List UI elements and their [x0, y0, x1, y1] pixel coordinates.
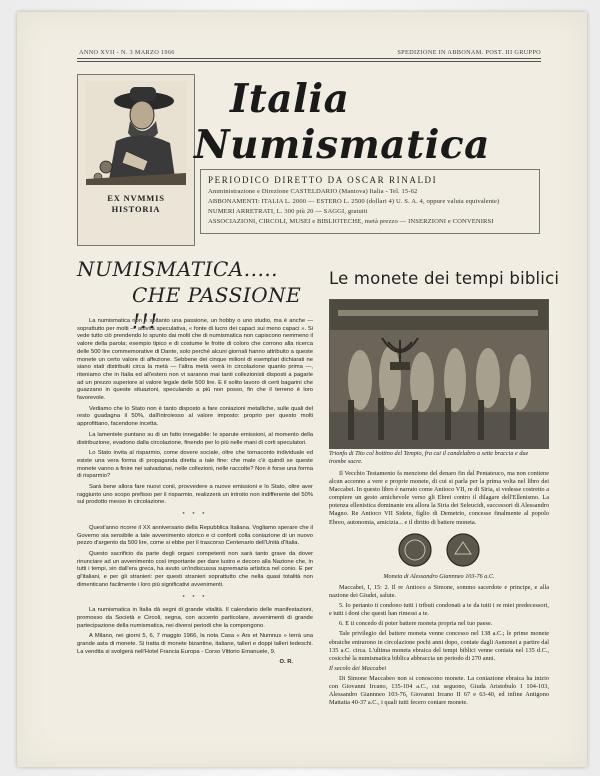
logo-illustration — [77, 74, 195, 246]
publisher-info-box — [200, 169, 540, 234]
top-rule — [77, 58, 541, 59]
left-headline-line-1: NUMISMATICA..... — [77, 257, 279, 281]
back-issues-line: NUMERI ARRETRATI, L. 300 più 20 — SAGGI, gratuiti — [208, 208, 368, 215]
right-article-body-top — [329, 470, 549, 529]
right-paragraph: Il Vecchio Testamento fa menzione del denaro fin dal Pentateuco, ma non contiene alcun accenno a vere e proprie monete, di cui si parla per la prima volta nel libro dei Maccabei. In questo libro è narrato come Antioco VII, re di Siria, si vedesse costretto a compiere un gesto amichevole verso gli Ebrei contro il dilagare dell'Ellenismo. La potenza ellenistica dominante era allora la Siria dei Seleucidi, successori di Alessandro Magno. Re Antioco VII Sidete, figlio di Demetrio, concesse finalmente al popolo Ebreo, autonomia, amicizia... e il diritto di battere moneta. — [329, 470, 549, 526]
coins-image — [389, 532, 489, 568]
left-paragraph: Vediamo che lo Stato non è tanto disposto a fare coniazioni metalliche, sulle quali del resto guadagna il 50%, dall'introiesso al valore imposto: proprio per questo molti approfittano, facendone incetta. — [77, 405, 313, 428]
right-article-body-bottom — [329, 584, 549, 709]
left-paragraph: La numismatica in Italia dà segni di grande vitalità. Il calendario delle manifestazioni, promosso da Società e Circoli, segna, con accento particolare, avvenimenti di grande partecipazione della numismatica, nei diversi periodi che la compongono. — [77, 607, 313, 629]
right-paragraph: Maccabei, I, 15: 2. Il re Antioco a Simone, sommo sacerdote e principe, e alla nazione dei Giudei, salute. — [329, 584, 549, 600]
left-headline-line-2: CHE PASSIONE !!! — [132, 283, 302, 333]
periodical-director: PERIODICO DIRETTO DA OSCAR RINALDI — [208, 175, 438, 185]
title-line-1: Italia — [230, 76, 350, 122]
triumph-of-titus-relief-photo — [329, 299, 549, 449]
right-headline: Le monete dei tempi biblici — [329, 269, 560, 288]
top-rule-thin — [77, 61, 541, 62]
magazine-page — [17, 12, 587, 767]
left-paragraph: A Milano, nei giorni 5, 6, 7 maggio 1966, la nota Casa « Ars et Numnus » terrà una grande asta di monete. Si tratta di monete bizantine, italiane, talleri e doppi talleri tedeschi. La vendita si svolgerà nell'Hotel Francia Europa - Corso Vittorio Emanuele, 9. — [77, 633, 313, 655]
section-separator: * * * — [182, 512, 208, 519]
left-paragraph: Sarà bene allora fare nuovi conii, provvedere a nuove emissioni e lo Stato, oltre aver raggiunto uno scopo prefisso per il risparmio, realizzerà un introito non indifferente del 50% sul prodotto messo in circolazione. — [77, 484, 313, 506]
right-paragraph: Di Simone Maccabeo non si conoscono monete. La coniazione ebraica ha inizio con Giovanni Ircano, 135-104 a.C., cui seguono, Giuda Aristobulo I 104-103, Alessandro Giannneo 103-76, Giovanni Ircano II 67 e 63-40, ed infine Antigono Mattatia 40-37 a.C., i quali tutti fecero coniare monete. — [329, 674, 549, 707]
administration-line: Amministrazione e Direzione CASTELDARIO (Mantova) Italia - Tel. 15-62 — [208, 188, 418, 195]
left-paragraph: Lo Stato invita al risparmio, come dovere sociale, oltre che tornaconto individuale ed esiste una vera forma di propaganda diretta a tale fine: che male c'è quindi se queste monete vanno a finire nei salvadanai, nelle collezioni, nelle raccolte? Non è forse una forma di risparmio? — [77, 450, 313, 480]
left-paragraph: La lamentele puntano su di un fatto innegabile: le sparute emissioni, al momento della distribuzione, evadono dalla circolazione, finendo per lo più nelle mani di corti speculatori. — [77, 431, 313, 446]
right-paragraph: Tale privilegio del battere moneta venne concesso nel 138 a.C.; le prime monete ebraiche entrarono in circolazione pochi anni dopo, coniate dagli Asmonei a partire dal 135 a.C. circa. L'ultima moneta ebraica del tempi biblici venne coniata nel 135 d.C., cosicché la numismatica biblica abbraccia un periodo di 270 anni. — [329, 630, 549, 662]
left-paragraph: Quest'anno ricorre il XX anniversario della Repubblica Italiana. Vogliamo sperare che il Governo sia sensibile a tale avvenimento storico e ci conforti colla coniazione di un nuovo pezzo d'argento da 500 lire, come si ebbe per il trascorso Centenario dell'Unità d'Italia. — [77, 524, 313, 547]
photo-caption: Trionfo di Tito col bottino del Tempio, fra cui il candelabro a sette braccia e due trombe sacre. — [329, 450, 529, 465]
left-paragraph: Questo sacrificio da parte degli organi competenti non sarà tanto grave da dover rinunciare ad un avvenimento così importante per dare lustro e decoro alla Nazione che, in tutti i tempi, sin dall'era greca, ha avuto un'indiscussa supremazia artistica nel conio. E per gl'italiani, e per gli stranieri: per questi stranieri soprattutto che nella quasi totalità non dimenticano facilmente i loro più significativi avvenimenti. — [77, 550, 313, 588]
title-line-2: Numismatica — [194, 122, 490, 168]
subscriptions-line: ABBONAMENTI: ITALIA L. 2000 — ESTERO L. 2500 (dollari 4) U. S. A. 4, oppure valuta equivalente) — [208, 198, 500, 205]
left-article-body — [77, 318, 313, 743]
issue-line: ANNO XVII - N. 3 MARZO 1966 — [79, 49, 175, 56]
section-separator: * * * — [182, 594, 208, 601]
coin-caption: Moneta di Alessandro Giannneo 103-76 a.C. — [383, 573, 495, 580]
logo-motto-line-1: EX NVMMIS — [107, 193, 165, 203]
right-paragraph: 5. Io pertanto ti condono tutti i tributi condonati a te da tutti i re miei predecessori, e tutti i doni che questi han rimessi a te. — [329, 602, 549, 618]
right-paragraph: 6. E ti concedo di poter battere moneta propria nel tuo paese. — [339, 620, 493, 628]
top-info-line — [77, 49, 541, 57]
left-paragraph: La numismatica non è soltanto una passione, un hobby o uno studio, ma è anche — soprattutto per molti — attività speculativa, « fonte di lucro dei capaci sui meno capaci ». Si vede tutto ciò prendendo lo spunto dai molti che di numismatica non capiscono nemmeno il valore della parola; esempio tipico e di costume le frotte di coloro che corrono alla ricerca delle 500 lire commemorative di Dante, solo perché alcuni giornali hanno attribuito a queste monete un certo valore di affezione. Sebbene dei cinque milioni di esemplari dichiarati ne siano stati distribuiti circa la metà — l'altra metà verrà in circolazione quanto prima —, riteniamo che in Italia ed all'estero non vi saranno mai tanti collezionisti disposti a pagarle ad un prezzo superiore al valore legale delle 500 lire. E il solito lavoro di certi bagarini che guazzano in queste situazioni, speculando a più non posso, fin che il terreno è loro favorevole. — [77, 318, 313, 402]
shipping-line: SPEDIZIONE IN ABBONAM. POST. III GRUPPO — [397, 49, 541, 56]
associations-line: ASSOCIAZIONI, CIRCOLI, MUSEI e BIBLIOTECHE, metà prezzo — INSERZIONI e CONVENIRSI — [208, 218, 494, 225]
logo-motto-line-2: HISTORIA — [111, 204, 161, 214]
magazine-title — [194, 76, 562, 168]
section-subheading: Il secolo dei Maccabei — [329, 664, 387, 672]
numismatist-engraving-icon — [86, 81, 186, 185]
logo-motto — [78, 193, 194, 215]
author-signature: O. R. — [279, 659, 293, 666]
